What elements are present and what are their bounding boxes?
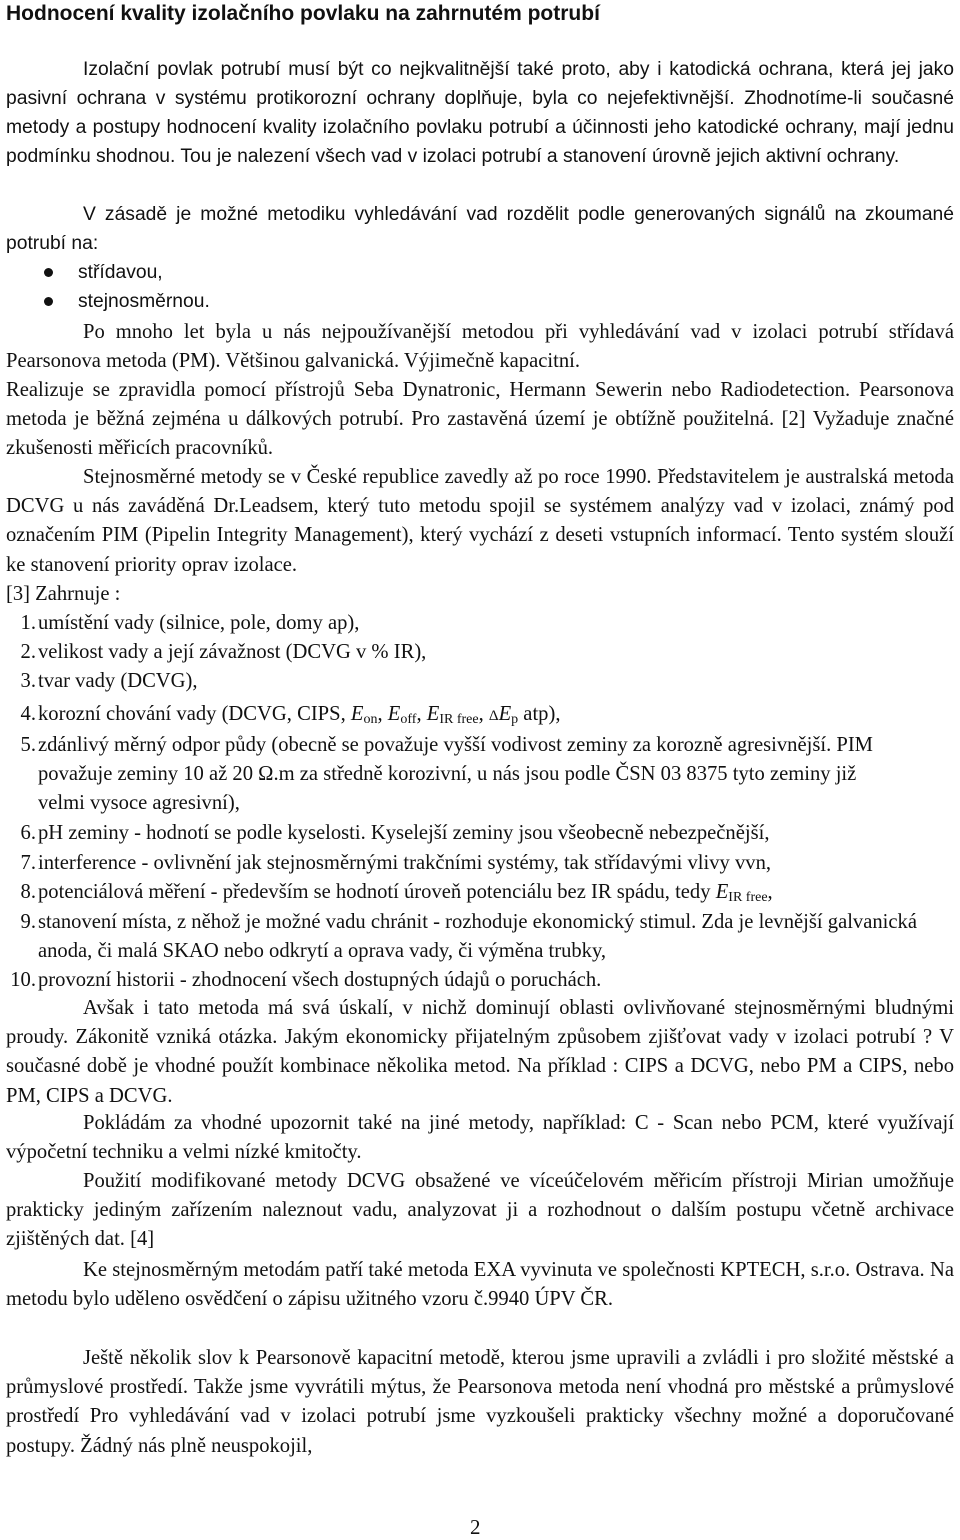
page-title: Hodnocení kvality izolačního povlaku na zahrnutém potrubí: [6, 2, 600, 25]
bullet-text: stejnosměrnou.: [78, 291, 210, 312]
paragraph-dcvg: Stejnosměrné metody se v České republice zavedly až po roce 1990. Představitelem je australská metoda DCVG u nás zaváděná Dr.Leadsem, který tuto metodu spojil se systémem analýzy vad v izolaci, známý pod označením PIM (Pipelin Integrity Management), který vychází z deseti vstupních informací. Tento systém slouží ke stanovení priority oprav izolace.: [6, 466, 954, 576]
paragraph-other-methods: Pokládám za vhodné upozornit také na jiné metody, například: C - Scan nebo PCM, které využívají výpočetní techniku a velmi nízké kmitočty.: [6, 1112, 954, 1164]
list-text: korozní chování vady (DCVG, CIPS, $E_{on}$, $E_{off}$, $E_{IR free}$, $\Delta E_p$ atp),: [38, 703, 561, 727]
delta-icon: Δ: [488, 708, 499, 724]
list-number: 3.: [20, 670, 36, 692]
list-number: 10.: [10, 969, 36, 991]
paragraph-includes: [3] Zahrnuje :: [6, 583, 121, 605]
paragraph-exa: Ke stejnosměrným metodám patří také metoda EXA vyvinuta ve společnosti KPTECH, s.r.o. Ostrava. Na metodu bylo uděleno osvědčení o zápisu užitného vzoru č.9940 ÚPV ČR.: [6, 1259, 954, 1311]
bullet-icon: [44, 297, 53, 306]
list-number: 2.: [20, 641, 36, 663]
list-text: zdánlivý měrný odpor půdy (obecně se považuje vyšší vodivost zeminy za korozně agresivnější. PIM považuje zeminy 10 až 20 Ω.m za středně korozivní, u nás jsou podle ČSN 03 8375 tyto zeminy již velmi vysoce agresivní),: [38, 734, 873, 815]
page-number: 2: [470, 1515, 481, 1539]
list-number: 8.: [20, 881, 36, 903]
list-text: interference - ovlivnění jak stejnosměrnými trakčními systémy, tak střídavými vlivy vvn,: [38, 852, 772, 874]
list-text: potenciálová měření - především se hodnotí úroveň potenciálu bez IR spádu, tedy $E_{IR free}$,: [38, 881, 773, 905]
list-number: 1.: [20, 612, 36, 634]
paragraph-caveats: Avšak i tato metoda má svá úskalí, v nichž dominují oblasti ovlivňované stejnosměrnými bludnými proudy. Zákonitě vzniká otázka. Jakým ekonomicky přijatelným způsobem zjišťovat vady v izolaci potrubí ? V současné době je vhodné použít kombinace několika metod. Na příklad : CIPS a DCVG, nebo PM a CIPS, nebo PM, CIPS a DCVG.: [6, 997, 954, 1107]
list-number: 4.: [20, 703, 36, 725]
paragraph-intro: Izolační povlak potrubí musí být co nejkvalitnější také proto, aby i katodická ochrana, která jej jako pasivní ochrana v systému protikorozní ochrany doplňuje, byla co nejefektivnější. Zhodnotíme-li současné metody a postupy hodnocení kvality izolačního povlaku potrubí a účinnosti jeho katodické ochrany, mají jednu podmínku shodnou. Tou je nalezení všech vad v izolaci potrubí a stanovení úrovně jejich aktivní ochrany.: [6, 59, 954, 167]
paragraph-instruments: Realizuje se zpravidla pomocí přístrojů Seba Dynatronic, Hermann Sewerin nebo Radiodetection. Pearsonova metoda je běžná zejména u dálkových potrubí. Pro zastavěná území je obtížně použitelná. [2] Vyžaduje značné zkušenosti měřicích pracovníků.: [6, 379, 954, 460]
paragraph-mirian: Použití modifikované metody DCVG obsažené ve víceúčelovém měřicím přístroji Mirian umožňuje prakticky jediným zařízením naleznout vadu, analyzovat ji a rozhodnout o dalším postupu včetně archivace zjištěných dat. [4]: [6, 1170, 954, 1251]
list-text: umístění vady (silnice, pole, domy ap),: [38, 612, 360, 634]
list-number: 6.: [20, 822, 36, 844]
list-text: provozní historii - zhodnocení všech dostupných údajů o poruchách.: [38, 969, 602, 991]
list-text: stanovení místa, z něhož je možné vadu chránit - rozhoduje ekonomický stimul. Zda je levnější galvanická anoda, či malá SKAO nebo odkrytí a oprava vady, či výměna trubky,: [38, 911, 917, 963]
paragraph-methods: V zásadě je možné metodiku vyhledávání vad rozdělit podle generovaných signálů na zkoumané potrubí na:: [6, 204, 954, 254]
bullet-text: střídavou,: [78, 262, 163, 283]
paragraph-capacitive: Ještě několik slov k Pearsonově kapacitní metodě, kterou jsme upravili a zvládli i pro složité městské a průmyslové prostředí. Takže jsme vyvrátili mýtus, že Pearsonova metoda není vhodná pro městské a průmyslové prostředí Pro vyhledávání vad v izolaci potrubí jsme vyzkoušeli prakticky všechny možné a doporučované postupy. Žádný nás plně neuspokojil,: [6, 1347, 954, 1457]
list-number: 7.: [20, 852, 36, 874]
list-text: tvar vady (DCVG),: [38, 670, 198, 692]
list-text: velikost vady a její závažnost (DCVG v % IR),: [38, 641, 427, 663]
bullet-icon: [44, 268, 53, 277]
list-number: 9.: [20, 911, 36, 933]
paragraph-pearson: Po mnoho let byla u nás nejpoužívanější metodou při vyhledávání vad v izolaci potrubí střídavá Pearsonova metoda (PM). Většinou galvanická. Výjimečně kapacitní.: [6, 321, 954, 373]
list-text: pH zeminy - hodnotí se podle kyselosti. Kyselejší zeminy jsou všeobecně nebezpečnější,: [38, 822, 770, 844]
list-number: 5.: [20, 734, 36, 756]
